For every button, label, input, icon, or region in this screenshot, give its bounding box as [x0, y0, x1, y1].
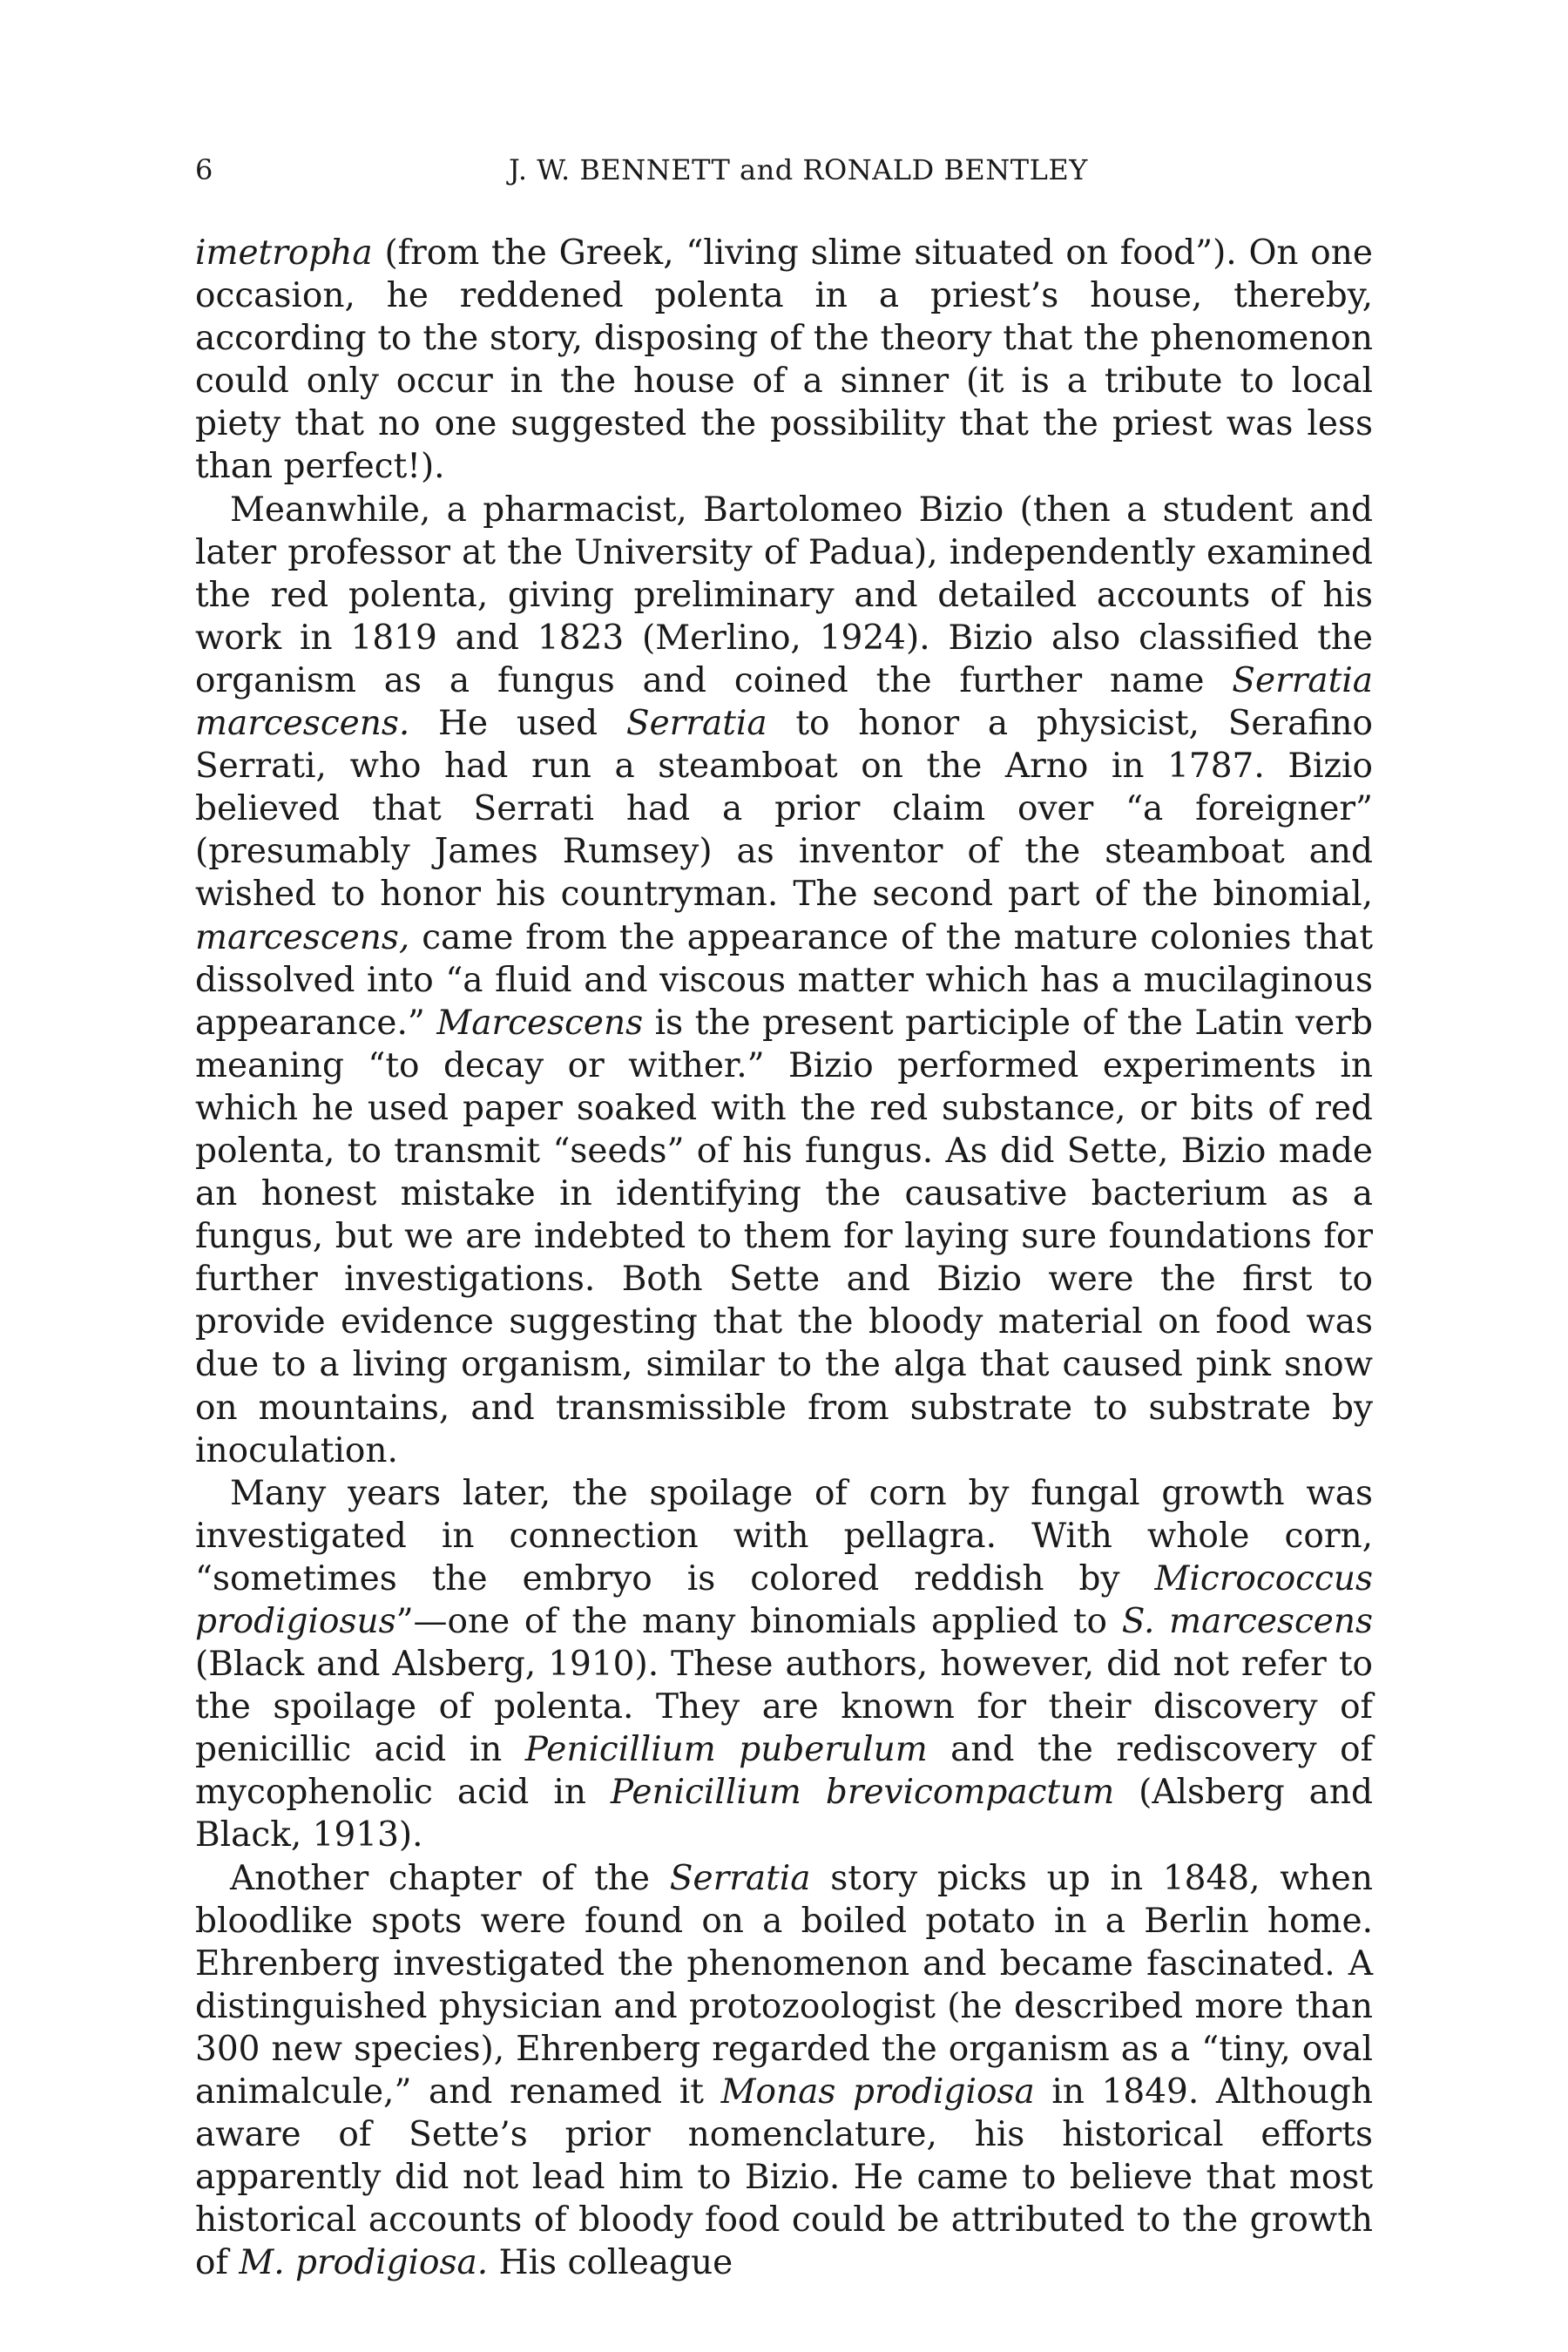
text-run: ”—one of the many binomials applied to	[395, 1602, 1122, 1641]
italic-run: S. marcescens	[1121, 1602, 1373, 1641]
text-run: in 1849. Although aware of Sette’s prior nomenclature, his historical efforts apparently did not lead him to Bizio. He came to believe that most historical accounts of bloody food could be attributed to the growth of	[195, 2072, 1373, 2283]
italic-run: M. prodigiosa.	[239, 2243, 489, 2283]
text-run: came from the appearance of the mature colonies that dissolved into “a fluid and viscous matter which has a mucilaginous appearance.”	[195, 917, 1373, 1043]
text-run: is the present participle of the Latin verb meaning “to decay or wither.” Bizio performed experiments in which he used paper soaked with the red substance, or bits of red polenta, to transmit “seeds” of his fungus. As did Sette, Bizio made an honest mistake in identifying the causative bacterium as a fungus, but we are indebted to them for laying sure foundations for further investigations. Both Sette and Bizio were the first to provide evidence suggesting that the bloody material on food was due to a living organism, similar to the alga that caused pink snow on mountains, and transmissible from substrate to substrate by inoculation.	[195, 1003, 1373, 1470]
paragraph-4	[195, 1857, 1373, 2285]
text-run: story picks up in 1848, when bloodlike spots were found on a boiled potato in a Berlin home. Ehrenberg investigated the phenomenon and became fascinated. A distinguished physician and protozoologist (he described more than 300 new species), Ehrenberg regarded the organism as a “tiny, oval animalcule,” and renamed it	[195, 1858, 1373, 2112]
text-run: and the rediscovery of mycophenolic acid in	[195, 1730, 1374, 1813]
italic-run: Serratia marcescens.	[195, 660, 1373, 744]
italic-run: Micrococcus prodigiosus	[195, 1558, 1373, 1641]
italic-run: Penicillium puberulum	[524, 1730, 928, 1770]
italic-run: imetropha	[195, 233, 373, 273]
running-title: J. W. BENNETT and RONALD BENTLEY	[509, 153, 1088, 186]
text-run: to honor a physicist, Serafino Serrati, who had run a steamboat on the Arno in 1787. Bizio believed that Serrati had a prior claim over “a foreigner” (presumably James Rumsey) as inventor of the steamboat and wished to honor his countryman. The second part of the binomial,	[195, 704, 1373, 915]
paragraph-2	[195, 489, 1373, 1472]
text-run: His colleague	[488, 2243, 733, 2283]
paragraph-3	[195, 1472, 1373, 1857]
text-run: Meanwhile, a pharmacist, Bartolomeo Bizio (then a student and later professor at the University of Padua), independently examined the red polenta, giving preliminary and detailed accounts of his work in 1819 and 1823 (Merlino, 1924). Bizio also classified the organism as a fungus and coined the further name	[195, 490, 1373, 700]
running-head	[195, 148, 1373, 192]
text-run: He used	[409, 704, 626, 744]
italic-run: Serratia	[625, 704, 767, 744]
italic-run: Marcescens	[436, 1003, 644, 1043]
page-number: 6	[195, 153, 213, 186]
text-run: (from the Greek, “living slime situated on food”). On one occasion, he reddened polenta in a priest’s house, thereby, according to the story, disposing of the theory that the phenomenon could only occur in the house of a sinner (it is a tribute to local piety that no one suggested the possibility that the priest was less than perfect!).	[195, 233, 1373, 487]
text-run: Many years later, the spoilage of corn by fungal growth was investigated in connection with pellagra. With whole corn, “sometimes the embryo is colored reddish by	[195, 1473, 1373, 1598]
italic-run: marcescens,	[195, 917, 410, 957]
italic-run: Serratia	[669, 1858, 811, 1898]
italic-run: Monas prodigiosa	[720, 2072, 1035, 2112]
text-run: (Black and Alsberg, 1910). These authors, however, did not refer to the spoilage of polenta. They are known for their discovery of penicillic acid in	[195, 1645, 1373, 1770]
italic-run: Penicillium brevicompactum	[610, 1773, 1115, 1813]
text-run: (Alsberg and Black, 1913).	[195, 1773, 1373, 1855]
paragraph-1	[195, 232, 1373, 489]
text-run: Another chapter of the	[230, 1858, 670, 1898]
body-text	[195, 232, 1373, 2285]
